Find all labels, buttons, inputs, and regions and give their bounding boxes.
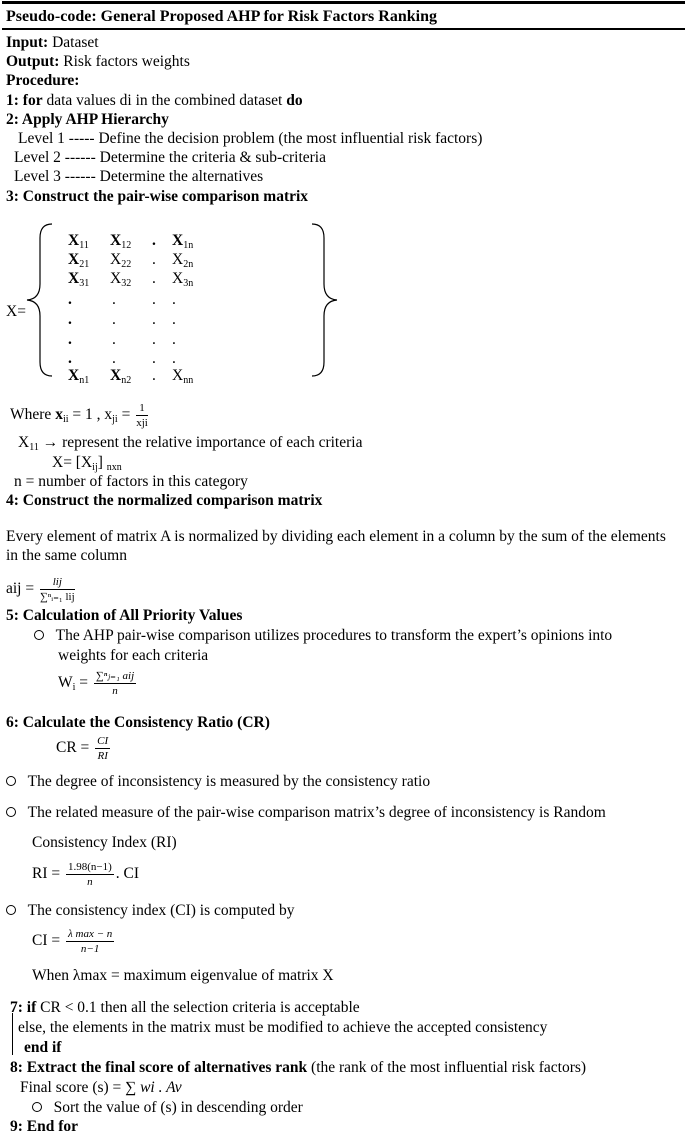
frac-den: ∑ⁿᵢ₌₁ lij bbox=[39, 590, 75, 603]
where-eq: = bbox=[117, 406, 135, 423]
step6-bullet-2-cont: Consistency Index (RI) bbox=[32, 834, 177, 851]
cell-x: X bbox=[172, 251, 184, 268]
bullet-text: The consistency index (CI) is computed by bbox=[27, 902, 295, 919]
frac-num: 1 bbox=[136, 402, 148, 416]
cell-sub: 3n bbox=[183, 278, 194, 289]
output-value: Risk factors weights bbox=[59, 53, 190, 70]
cell-dot: . bbox=[152, 350, 156, 367]
step8-bullet bbox=[32, 1098, 303, 1117]
eq-fraction bbox=[40, 576, 75, 603]
final-score bbox=[20, 1078, 182, 1097]
bullet-icon bbox=[34, 630, 44, 640]
matrix-left-brace bbox=[24, 222, 54, 378]
step3-heading: 3: Construct the pair-wise comparison matrix bbox=[6, 188, 309, 205]
input-line bbox=[6, 33, 99, 52]
step2-level2: Level 2 ------ Determine the criteria & sub-criteria bbox=[14, 149, 326, 166]
page-title: Pseudo-code: General Proposed AHP for Risk Factors Ranking bbox=[6, 8, 437, 25]
n-line: n = number of factors in this category bbox=[14, 473, 248, 490]
frac-den: n bbox=[112, 684, 118, 697]
step4-equation bbox=[6, 572, 77, 606]
eq-lhs: CI = bbox=[32, 932, 64, 949]
frac-den: xji bbox=[136, 416, 148, 429]
step1-kw: for bbox=[22, 92, 43, 109]
step5-bullet-cont: weights for each criteria bbox=[58, 647, 209, 664]
bullet-icon bbox=[6, 807, 16, 817]
cell-dot: . bbox=[152, 367, 156, 384]
step7-bar bbox=[12, 1013, 13, 1055]
cell-x: X bbox=[172, 232, 184, 249]
where-ji: ji bbox=[112, 414, 118, 425]
cell-sub: nn bbox=[183, 375, 194, 386]
step7-text: CR < 0.1 then all the selection criteria is acceptable bbox=[36, 999, 360, 1016]
bullet-icon bbox=[6, 905, 16, 915]
cell-sub: 2n bbox=[183, 259, 194, 270]
step4-heading: 4: Construct the normalized comparison matrix bbox=[6, 492, 323, 509]
cell-x: X bbox=[172, 367, 184, 384]
step2-level3: Level 3 ------ Determine the alternatives bbox=[14, 168, 264, 185]
step6-bullet-2 bbox=[6, 803, 606, 822]
matrix-x-label: X= bbox=[6, 303, 26, 320]
cell-sub: 21 bbox=[79, 259, 90, 270]
cell-sub: 1n bbox=[183, 240, 194, 251]
cell-x: X bbox=[68, 251, 80, 268]
step4-paragraph: Every element of matrix A is normalized by dividing each element in a column by the sum of the elements in the same column bbox=[6, 528, 666, 564]
output-line bbox=[6, 52, 190, 71]
step8-tail: (the rank of the most influential risk factors) bbox=[307, 1059, 587, 1076]
eq-sub: i bbox=[72, 682, 76, 693]
where-mid: = 1 , x bbox=[68, 406, 113, 423]
eq-lhs: W bbox=[58, 674, 73, 691]
frac-num: λ max − n bbox=[68, 927, 113, 940]
xeq-text: X= [X bbox=[52, 454, 93, 471]
step7-endif: end if bbox=[24, 1039, 62, 1056]
xeq-sub: ij bbox=[92, 462, 98, 473]
top-rule bbox=[2, 1, 685, 4]
frac-num: CI bbox=[97, 734, 109, 747]
cell-sub: 22 bbox=[121, 259, 132, 270]
step1-num: 1: bbox=[6, 92, 23, 109]
step6-bullet-1 bbox=[6, 772, 430, 791]
eq-fraction bbox=[66, 928, 114, 955]
step7-num: 7: bbox=[10, 999, 27, 1016]
cell-sub: n1 bbox=[79, 375, 90, 386]
output-label: Output: bbox=[6, 53, 60, 70]
cell-dot: . bbox=[112, 331, 116, 348]
cell-dot: . bbox=[112, 311, 116, 328]
eq-fraction bbox=[95, 735, 110, 762]
bullet-text: The degree of inconsistency is measured by the consistency ratio bbox=[27, 773, 431, 790]
cell-dot: . bbox=[172, 291, 176, 308]
cell-dot: . bbox=[172, 331, 176, 348]
cell-x: X bbox=[110, 270, 122, 287]
cr-equation bbox=[56, 732, 112, 764]
cell-sub: 11 bbox=[79, 240, 89, 251]
frac-num: 1.98(n−1) bbox=[68, 860, 112, 873]
final-rhs: wi . Av bbox=[140, 1079, 182, 1096]
cell-dot: . bbox=[68, 331, 72, 348]
where-fraction bbox=[136, 402, 148, 429]
where-text: Where bbox=[10, 406, 56, 423]
cell-x: X bbox=[172, 270, 184, 287]
step5-heading: 5: Calculation of All Priority Values bbox=[6, 607, 243, 624]
eq-lhs: aij = bbox=[6, 580, 38, 597]
matrix-right-brace bbox=[310, 222, 340, 378]
procedure-label: Procedure: bbox=[6, 72, 80, 89]
xeq-sub2: nxn bbox=[106, 462, 122, 473]
matrix-row-3 bbox=[68, 269, 218, 288]
step9: 9: End for bbox=[10, 1118, 79, 1135]
cell-dot: . bbox=[152, 311, 156, 328]
cell-sub: 31 bbox=[79, 278, 90, 289]
arrow-icon: → bbox=[42, 434, 59, 451]
bullet-icon bbox=[32, 1102, 42, 1112]
cell-dot: . bbox=[152, 270, 156, 287]
bullet-text: The AHP pair-wise comparison utilizes procedures to transform the expert’s opinions into bbox=[55, 627, 613, 644]
cell-sub: n2 bbox=[121, 375, 132, 386]
cell-x: X bbox=[110, 367, 122, 384]
xeq-close: ] bbox=[97, 454, 103, 471]
frac-num: ∑ⁿⱼ₌₁ aij bbox=[95, 669, 135, 682]
step2-level1: Level 1 ----- Define the decision problem (the most influential risk factors) bbox=[18, 130, 483, 147]
matrix-dot-row bbox=[68, 290, 218, 309]
cell-dot: . bbox=[172, 350, 176, 367]
ci-equation bbox=[32, 923, 116, 959]
matrix-row-1 bbox=[68, 231, 218, 250]
cell-x: X bbox=[110, 251, 122, 268]
x11: X bbox=[18, 434, 30, 451]
frac-num: lij bbox=[40, 576, 75, 590]
bullet-text: Sort the value of (s) in descending order bbox=[53, 1099, 303, 1116]
cell-dot: . bbox=[172, 311, 176, 328]
frac-den: n bbox=[87, 875, 93, 888]
step5-bullet bbox=[34, 626, 612, 645]
step5-equation bbox=[58, 666, 138, 700]
cell-dot: . bbox=[152, 232, 156, 249]
when-line: When λmax = maximum eigenvalue of matrix X bbox=[32, 967, 334, 984]
frac-den: n−1 bbox=[80, 942, 100, 955]
matrix-row-n bbox=[68, 366, 218, 385]
frac-den: RI bbox=[97, 749, 108, 762]
x11-desc: represent the relative importance of each criteria bbox=[62, 434, 363, 451]
cell-x: X bbox=[68, 367, 80, 384]
final-lhs: Final score (s) = ∑ bbox=[20, 1079, 141, 1096]
cell-dot: . bbox=[152, 251, 156, 268]
cell-dot: . bbox=[68, 311, 72, 328]
where-line bbox=[10, 400, 150, 430]
title-rule bbox=[2, 28, 685, 30]
step7-kw: if bbox=[26, 999, 37, 1016]
step1-text: data values di in the combined dataset bbox=[42, 92, 287, 109]
eq-eq: = bbox=[75, 674, 92, 691]
cell-dot: . bbox=[68, 350, 72, 367]
ri-equation bbox=[32, 857, 139, 891]
bullet-icon bbox=[6, 776, 16, 786]
cell-dot: . bbox=[112, 291, 116, 308]
step1 bbox=[6, 91, 303, 110]
matrix-dot-row bbox=[68, 310, 218, 329]
step7-else: else, the elements in the matrix must be modified to achieve the accepted consistency bbox=[18, 1019, 548, 1036]
step8 bbox=[10, 1058, 586, 1077]
step8-heading: 8: Extract the final score of alternatives rank bbox=[10, 1059, 308, 1076]
input-value: Dataset bbox=[48, 34, 99, 51]
step2-heading: 2: Apply AHP Hierarchy bbox=[6, 111, 169, 128]
cell-dot: . bbox=[152, 331, 156, 348]
eq-fraction bbox=[94, 670, 136, 697]
cell-x: X bbox=[68, 270, 80, 287]
step1-kw2: do bbox=[286, 92, 303, 109]
step6-heading: 6: Calculate the Consistency Ratio (CR) bbox=[6, 714, 270, 731]
bullet-text: The related measure of the pair-wise comparison matrix’s degree of inconsistency is Random bbox=[27, 804, 606, 821]
step7 bbox=[10, 998, 360, 1017]
matrix-dot-row bbox=[68, 330, 218, 349]
cell-dot: . bbox=[68, 291, 72, 308]
x11-sub: 11 bbox=[29, 442, 39, 453]
matrix-row-2 bbox=[68, 250, 218, 269]
cell-x: X bbox=[110, 232, 122, 249]
step6-bullet-3 bbox=[6, 901, 295, 920]
where-ii: ii bbox=[62, 414, 69, 425]
cell-sub: 32 bbox=[121, 278, 132, 289]
eq-lhs: CR = bbox=[56, 739, 94, 756]
eq-tail: . CI bbox=[115, 865, 140, 882]
cell-x: X bbox=[68, 232, 80, 249]
eq-fraction bbox=[66, 861, 114, 888]
where-x: x bbox=[55, 406, 63, 423]
eq-lhs: RI = bbox=[32, 865, 64, 882]
cell-dot: . bbox=[152, 291, 156, 308]
input-label: Input: bbox=[6, 34, 49, 51]
cell-dot: . bbox=[112, 350, 116, 367]
cell-sub: 12 bbox=[121, 240, 132, 251]
